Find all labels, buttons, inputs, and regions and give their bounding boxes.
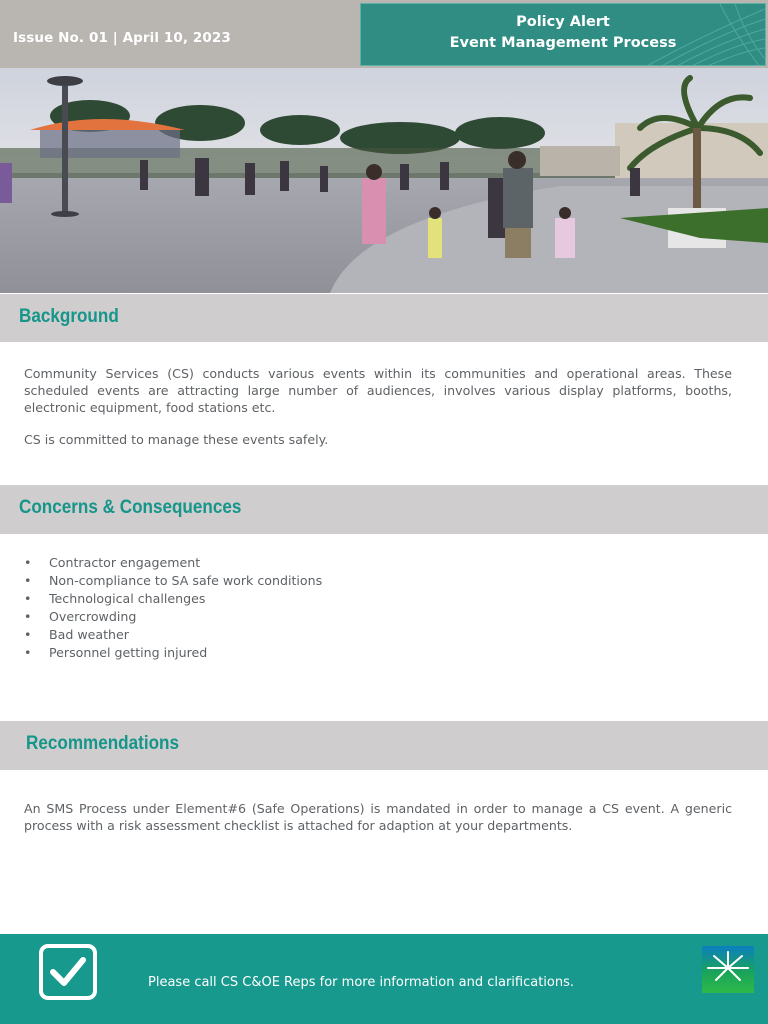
title-line-2: Event Management Process: [449, 35, 677, 51]
background-commitment: CS is committed to manage these events safely.: [24, 432, 329, 447]
background-heading: Background: [19, 306, 119, 327]
list-item: • Non-compliance to SA safe work conditions: [24, 572, 322, 590]
company-logo-icon: [702, 946, 754, 993]
title-box: [360, 3, 766, 66]
concerns-list: [24, 554, 322, 662]
list-item: • Technological challenges: [24, 590, 322, 608]
concerns-heading: Concerns & Consequences: [19, 497, 242, 518]
event-photo: [0, 68, 768, 293]
footer-bar: [0, 934, 768, 1024]
list-item: • Personnel getting injured: [24, 644, 322, 662]
list-item: • Bad weather: [24, 626, 322, 644]
background-section-bar: [0, 294, 768, 342]
title-line-1: Policy Alert: [516, 14, 610, 30]
header-bar: [0, 0, 768, 68]
issue-date: Issue No. 01 | April 10, 2023: [13, 30, 231, 46]
list-item: • Contractor engagement: [24, 554, 322, 572]
recommendations-heading: Recommendations: [26, 733, 179, 754]
recommendations-section-bar: [0, 721, 768, 770]
list-item: • Overcrowding: [24, 608, 322, 626]
background-paragraph: Community Services (CS) conducts various events within its communities and operational areas. These scheduled events are attracting large number of audiences, involves various display platforms, booths, electronic equipment, food stations etc.: [24, 366, 732, 415]
concerns-section-bar: [0, 485, 768, 534]
footer-contact-text: Please call CS C&OE Reps for more information and clarifications.: [148, 975, 575, 990]
recommendations-paragraph: An SMS Process under Element#6 (Safe Operations) is mandated in order to manage a CS event. A generic process with a risk assessment checklist is attached for adaption at your departments.: [24, 801, 732, 833]
checkbox-check-icon: [39, 944, 97, 1000]
